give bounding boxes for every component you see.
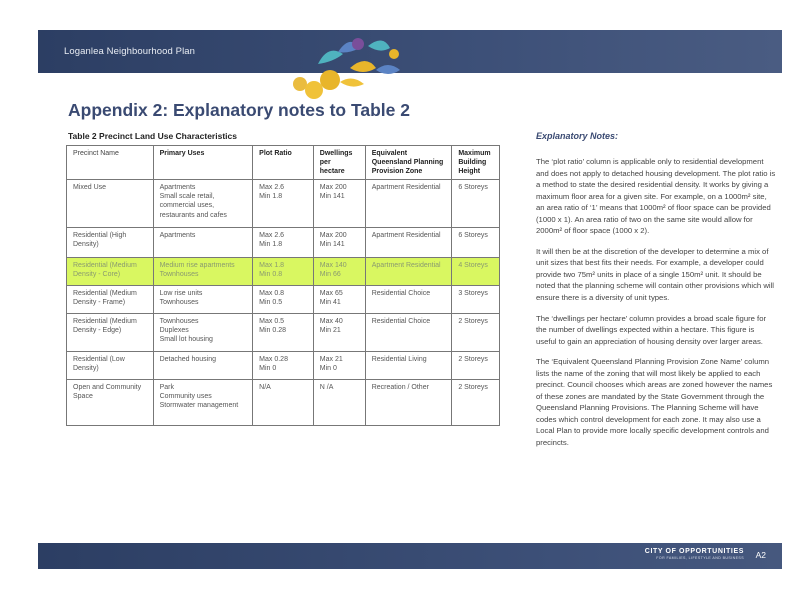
table-cell bbox=[153, 380, 253, 426]
table-cell bbox=[365, 352, 452, 380]
table-cell bbox=[452, 180, 500, 228]
cell-text: Density) bbox=[73, 241, 99, 249]
cell-text: Townhouses bbox=[159, 271, 199, 279]
table-cell bbox=[365, 380, 452, 426]
cell-text: Max 21 bbox=[319, 356, 343, 364]
cell-text: commercial uses, bbox=[159, 202, 215, 210]
cell-text: Apartment Residential bbox=[371, 184, 441, 192]
table-cell bbox=[67, 228, 154, 258]
table-cell bbox=[452, 286, 500, 314]
table-row bbox=[67, 286, 500, 314]
notes-paragraph: The ‘dwellings per hectare’ column provides a broad scale figure for the number of dwellings expected within a hectare. This figure is useful to gain an appreciation of housing density over larger areas. bbox=[536, 313, 767, 346]
cell-text: Min 1.8 bbox=[259, 241, 283, 249]
cell-text: Max 65 bbox=[319, 290, 343, 298]
table-cell bbox=[452, 352, 500, 380]
table-cell bbox=[313, 314, 365, 352]
cell-text: Max 2.6 bbox=[259, 184, 285, 192]
column-header bbox=[153, 146, 253, 180]
cell-text: Residential (Medium bbox=[73, 262, 137, 270]
column-header bbox=[365, 146, 452, 180]
table-cell bbox=[253, 228, 314, 258]
cell-text: Residential (Medium bbox=[73, 290, 137, 298]
table-cell bbox=[253, 258, 314, 286]
table-cell bbox=[313, 380, 365, 426]
table-cell bbox=[67, 352, 154, 380]
column-header-line: Plot Ratio bbox=[259, 150, 292, 157]
table-row bbox=[67, 352, 500, 380]
cell-text: Max 200 bbox=[319, 232, 347, 240]
cell-text: Min 1.8 bbox=[259, 193, 283, 201]
table-caption: Table 2 Precinct Land Use Characteristics bbox=[68, 131, 237, 141]
cell-text: Space bbox=[73, 393, 93, 401]
explanatory-notes bbox=[536, 156, 776, 458]
table-cell bbox=[153, 286, 253, 314]
footer-slogan: CITY OF OPPORTUNITIES bbox=[644, 548, 744, 555]
table-cell bbox=[153, 258, 253, 286]
cell-text: Duplexes bbox=[159, 327, 189, 335]
cell-text: Max 0.5 bbox=[259, 318, 285, 326]
table-cell bbox=[452, 228, 500, 258]
cell-text: Min 0 bbox=[259, 365, 277, 373]
cell-text: Apartments bbox=[159, 184, 196, 192]
cell-text: Density - Core) bbox=[73, 271, 121, 279]
cell-text: N /A bbox=[319, 384, 334, 392]
cell-text: Residential (Low bbox=[73, 356, 125, 364]
table-cell bbox=[365, 286, 452, 314]
cell-text: Min 0.5 bbox=[259, 299, 283, 307]
cell-text: Townhouses bbox=[159, 318, 199, 326]
cell-text: Apartment Residential bbox=[371, 232, 441, 240]
cell-text: Low rise units bbox=[159, 290, 203, 298]
column-header-line: Equivalent bbox=[371, 150, 408, 157]
page-number: A2 bbox=[755, 550, 766, 560]
footer-tagline: FOR FAMILIES, LIFESTYLE AND BUSINESS bbox=[656, 556, 744, 560]
cell-text: 3 Storeys bbox=[458, 290, 488, 298]
table-cell bbox=[365, 180, 452, 228]
cell-text: Density) bbox=[73, 365, 99, 373]
table-cell bbox=[452, 314, 500, 352]
cell-text: Max 0.28 bbox=[259, 356, 288, 364]
cell-text: Max 40 bbox=[319, 318, 343, 326]
table-cell bbox=[153, 180, 253, 228]
table-cell bbox=[253, 180, 314, 228]
cell-text: Mixed Use bbox=[73, 184, 107, 192]
table-cell bbox=[313, 258, 365, 286]
table-cell bbox=[313, 286, 365, 314]
footer-band bbox=[38, 543, 782, 569]
council-logo-icon bbox=[288, 24, 428, 106]
table-cell bbox=[313, 180, 365, 228]
table-cell bbox=[67, 180, 154, 228]
cell-text: Residential Living bbox=[371, 356, 427, 364]
cell-text: N/A bbox=[259, 384, 271, 392]
cell-text: Apartment Residential bbox=[371, 262, 441, 270]
notes-paragraph: The ‘plot ratio’ column is applicable only to residential development and does not apply to detached housing development. The plot ratio is a method to state the desired residential density. It works by giving a maximum floor area for a given site. For example, on a 1000m² site, an area ratio of ‘1’ means that 1000m² of floor space can be provided (1000 x 1). An area ratio of two on the same site would allow for 2000m² of floor space (1000 x 2). bbox=[536, 157, 776, 236]
table-cell bbox=[452, 258, 500, 286]
cell-text: Small lot housing bbox=[159, 336, 213, 344]
cell-text: Min 141 bbox=[319, 241, 345, 249]
cell-text: Park bbox=[159, 384, 174, 392]
table-cell bbox=[253, 352, 314, 380]
column-header-line: Provision Zone bbox=[371, 168, 423, 176]
column-header-line: Primary Uses bbox=[159, 150, 205, 157]
cell-text: Density - Frame) bbox=[73, 299, 126, 307]
precinct-land-use-table bbox=[66, 145, 500, 426]
table-cell bbox=[313, 228, 365, 258]
cell-text: Open and Community bbox=[73, 384, 142, 392]
cell-text: 4 Storeys bbox=[458, 262, 488, 270]
table-cell bbox=[452, 380, 500, 426]
cell-text: 6 Storeys bbox=[458, 184, 488, 192]
column-header bbox=[67, 146, 154, 180]
cell-text: Density - Edge) bbox=[73, 327, 122, 335]
column-header-line: per bbox=[319, 159, 331, 167]
table-cell bbox=[67, 380, 154, 426]
table-cell bbox=[67, 258, 154, 286]
document-title: Loganlea Neighbourhood Plan bbox=[64, 46, 196, 57]
cell-text: Medium rise apartments bbox=[159, 262, 235, 270]
table-cell bbox=[153, 352, 253, 380]
cell-text: Max 0.8 bbox=[259, 290, 285, 298]
column-header-line: Building bbox=[458, 159, 487, 167]
column-header-line: Dwellings bbox=[319, 150, 353, 157]
column-header bbox=[253, 146, 314, 180]
cell-text: restaurants and cafes bbox=[159, 211, 227, 219]
explanatory-notes-heading: Explanatory Notes: bbox=[536, 131, 619, 141]
header-band bbox=[38, 30, 782, 73]
table-cell bbox=[253, 314, 314, 352]
table-row bbox=[67, 228, 500, 258]
cell-text: Recreation / Other bbox=[371, 384, 429, 392]
table-row bbox=[67, 258, 500, 286]
cell-text: Min 41 bbox=[319, 299, 341, 307]
column-header-line: Precinct Name bbox=[73, 150, 119, 157]
cell-text: Min 21 bbox=[319, 327, 341, 335]
cell-text: Residential (High bbox=[73, 232, 127, 240]
cell-text: 2 Storeys bbox=[458, 318, 488, 326]
cell-text: Small scale retail, bbox=[159, 193, 215, 201]
table-row bbox=[67, 180, 500, 228]
cell-text: 6 Storeys bbox=[458, 232, 488, 240]
column-header-line: Maximum bbox=[458, 150, 491, 157]
table-row bbox=[67, 380, 500, 426]
column-header bbox=[452, 146, 500, 180]
cell-text: Min 0.8 bbox=[259, 271, 283, 279]
cell-text: Max 200 bbox=[319, 184, 347, 192]
cell-text: Community uses bbox=[159, 393, 212, 401]
cell-text: 2 Storeys bbox=[458, 356, 488, 364]
appendix-title: Appendix 2: Explanatory notes to Table 2 bbox=[68, 100, 410, 120]
table-header-row bbox=[67, 146, 500, 180]
cell-text: Min 141 bbox=[319, 193, 345, 201]
column-header-line: hectare bbox=[319, 168, 345, 176]
cell-text: Max 140 bbox=[319, 262, 347, 270]
table-cell bbox=[153, 314, 253, 352]
cell-text: 2 Storeys bbox=[458, 384, 488, 392]
table-cell bbox=[365, 228, 452, 258]
cell-text: Residential Choice bbox=[371, 290, 431, 298]
notes-paragraph: The ‘Equivalent Queensland Planning Provision Zone Name’ column lists the name of the zoning that will most likely be applied to each precinct. Council chooses which areas are zoned however the names of these zones are mandated by the State Government through the Queensland Planning Provisions. The Planning Scheme will have codes which control development for each zone. It may also use a Local Plan to provide more locally specific development controls and precincts. bbox=[536, 357, 773, 448]
table-cell bbox=[67, 286, 154, 314]
cell-text: Max 2.6 bbox=[259, 232, 285, 240]
table-cell bbox=[153, 228, 253, 258]
table-cell bbox=[67, 314, 154, 352]
table-cell bbox=[253, 286, 314, 314]
table-row bbox=[67, 314, 500, 352]
cell-text: Max 1.8 bbox=[259, 262, 285, 270]
column-header-line: Height bbox=[458, 168, 481, 176]
cell-text: Residential (Medium bbox=[73, 318, 137, 326]
table-body bbox=[67, 180, 500, 426]
table-cell bbox=[365, 258, 452, 286]
cell-text: Detached housing bbox=[159, 356, 217, 364]
cell-text: Stormwater management bbox=[159, 402, 239, 410]
column-header bbox=[313, 146, 365, 180]
table-cell bbox=[313, 352, 365, 380]
cell-text: Min 0 bbox=[319, 365, 337, 373]
table-cell bbox=[253, 380, 314, 426]
column-header-line: Queensland Planning bbox=[371, 159, 444, 167]
footer-brand bbox=[645, 548, 744, 560]
cell-text: Apartments bbox=[159, 232, 196, 240]
table-cell bbox=[365, 314, 452, 352]
cell-text: Min 0.28 bbox=[259, 327, 287, 335]
cell-text: Residential Choice bbox=[371, 318, 431, 326]
cell-text: Townhouses bbox=[159, 299, 199, 307]
cell-text: Min 66 bbox=[319, 271, 341, 279]
notes-paragraph: It will then be at the discretion of the developer to determine a mix of unit sizes that best fits their needs. For example, a developer could provide two 75m² units in place of a single 150m² unit. It should be noted that the planning scheme will contain other provisions which will ensure there is a diversity of unit types. bbox=[536, 246, 775, 303]
